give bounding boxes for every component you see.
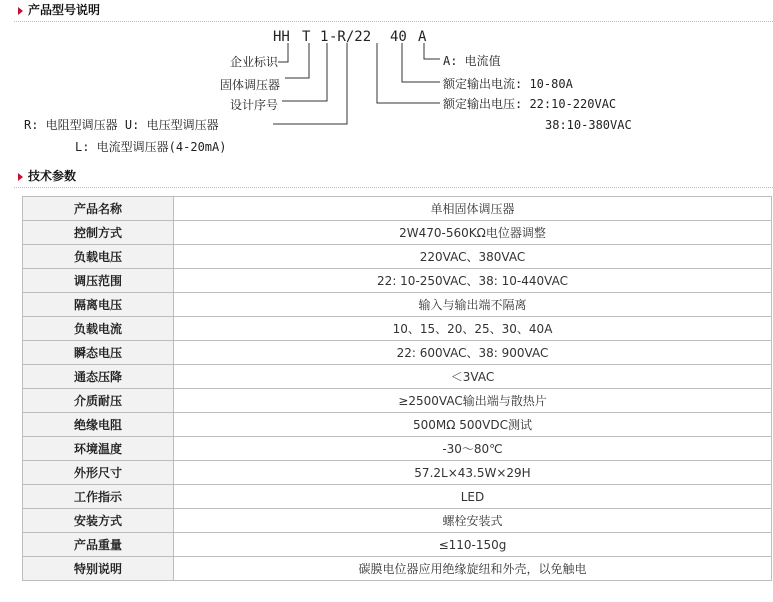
divider xyxy=(14,187,773,188)
spec-value: 单相固体调压器 xyxy=(174,197,772,221)
spec-label: 环境温度 xyxy=(23,437,174,461)
model-code-hh: HH xyxy=(273,29,290,45)
spec-label: 瞬态电压 xyxy=(23,341,174,365)
spec-label: 介质耐压 xyxy=(23,389,174,413)
spec-value: ＜3VAC xyxy=(174,365,772,389)
label-company-id: 企业标识 xyxy=(229,55,278,69)
section-title: 技术参数 xyxy=(28,169,77,183)
label-rated-voltage: 额定输出电压: 22:10-220VAC xyxy=(443,97,617,111)
spec-table xyxy=(22,196,772,581)
label-type-l: L: 电流型调压器(4-20mA) xyxy=(75,140,227,154)
spec-label: 绝缘电阻 xyxy=(23,413,174,437)
table-row xyxy=(23,269,772,293)
spec-label: 工作指示 xyxy=(23,485,174,509)
table-row xyxy=(23,461,772,485)
model-code-t: T xyxy=(302,29,311,45)
table-row xyxy=(23,245,772,269)
table-row xyxy=(23,557,772,581)
spec-label: 安装方式 xyxy=(23,509,174,533)
table-row xyxy=(23,197,772,221)
table-row xyxy=(23,509,772,533)
table-row xyxy=(23,317,772,341)
spec-value: 2W470-560KΩ电位器调整 xyxy=(174,221,772,245)
spec-value: ≤110-150g xyxy=(174,533,772,557)
table-row xyxy=(23,365,772,389)
red-arrow-icon xyxy=(18,7,23,15)
spec-label: 隔离电压 xyxy=(23,293,174,317)
spec-value: 22: 600VAC、38: 900VAC xyxy=(174,341,772,365)
red-arrow-icon xyxy=(18,173,23,181)
model-explanation-header xyxy=(0,2,773,22)
spec-value: 碳膜电位器应用绝缘旋纽和外壳，以免触电 xyxy=(174,557,772,581)
table-row xyxy=(23,389,772,413)
spec-label: 控制方式 xyxy=(23,221,174,245)
label-current-value: A: 电流值 xyxy=(443,54,501,68)
spec-label: 产品名称 xyxy=(23,197,174,221)
spec-value: 220VAC、380VAC xyxy=(174,245,772,269)
tech-params-header xyxy=(0,168,773,188)
table-row xyxy=(23,293,772,317)
spec-value: 10、15、20、25、30、40A xyxy=(174,317,772,341)
label-design-serial: 设计序号 xyxy=(229,98,278,112)
table-row xyxy=(23,437,772,461)
spec-label: 特别说明 xyxy=(23,557,174,581)
label-rated-voltage-38: 38:10-380VAC xyxy=(545,118,632,132)
model-code-1: 1 xyxy=(320,29,329,45)
label-type-ru: R: 电阻型调压器 U: 电压型调压器 xyxy=(24,118,219,132)
spec-label: 调压范围 xyxy=(23,269,174,293)
model-code-40: 40 xyxy=(390,29,407,45)
section-title: 产品型号说明 xyxy=(28,3,101,17)
model-code-diagram xyxy=(0,20,773,170)
model-code-r22: -R/22 xyxy=(329,29,372,45)
spec-value: 57.2L×43.5W×29H xyxy=(174,461,772,485)
table-row xyxy=(23,413,772,437)
spec-value: -30～80℃ xyxy=(174,437,772,461)
table-row xyxy=(23,341,772,365)
label-solid-regulator: 固体调压器 xyxy=(219,78,280,92)
spec-value: ≥2500VAC输出端与散热片 xyxy=(174,389,772,413)
spec-label: 产品重量 xyxy=(23,533,174,557)
spec-label: 外形尺寸 xyxy=(23,461,174,485)
connector-lines xyxy=(273,43,440,124)
spec-label: 通态压降 xyxy=(23,365,174,389)
spec-value: 22: 10-250VAC、38: 10-440VAC xyxy=(174,269,772,293)
spec-value: 输入与输出端不隔离 xyxy=(174,293,772,317)
spec-value: 螺栓安装式 xyxy=(174,509,772,533)
label-rated-current: 额定输出电流: 10-80A xyxy=(443,77,573,91)
spec-value: LED xyxy=(174,485,772,509)
table-row xyxy=(23,221,772,245)
spec-label: 负载电流 xyxy=(23,317,174,341)
table-row xyxy=(23,533,772,557)
model-code-a: A xyxy=(418,29,427,45)
spec-label: 负载电压 xyxy=(23,245,174,269)
spec-value: 500MΩ 500VDC测试 xyxy=(174,413,772,437)
table-row xyxy=(23,485,772,509)
